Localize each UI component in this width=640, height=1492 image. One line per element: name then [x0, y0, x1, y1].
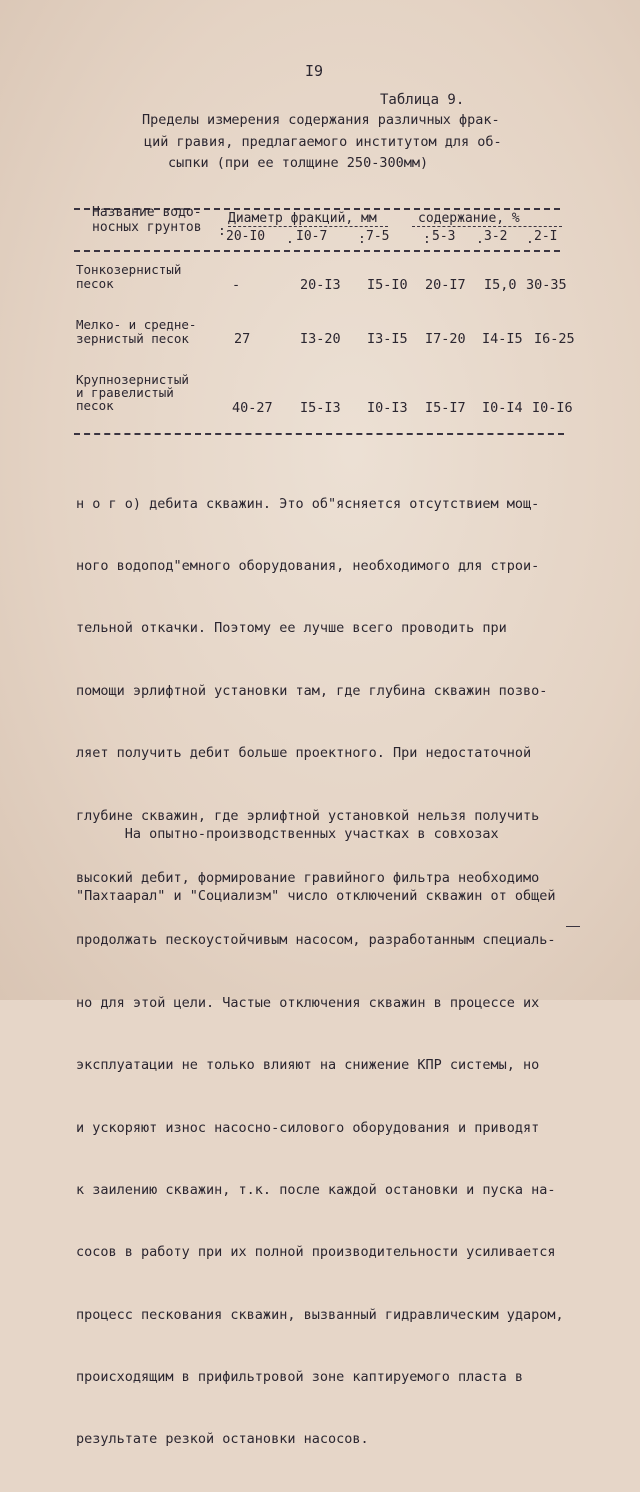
text-line: но для этой цели. Частые отключения скважин в процессе их	[76, 994, 540, 1011]
header-separator: :	[218, 224, 226, 239]
header-subcol: I0-7	[296, 229, 328, 244]
text-line: помощи эрлифтной установки там, где глубина скважин позво-	[76, 682, 548, 699]
table-cell: I3-I5	[367, 331, 408, 347]
header-separator: :	[358, 232, 366, 247]
page-number: I9	[305, 62, 324, 80]
table-label: Таблица 9.	[380, 92, 465, 108]
table-title-line: ций гравия, предлагаемого институтом для об-	[144, 134, 502, 150]
table-header-rule	[74, 250, 560, 252]
row-label: Мелко- и средне-	[76, 317, 197, 332]
body-paragraph	[76, 452, 564, 1492]
table-cell: I7-20	[425, 331, 466, 347]
text-line: ляет получить дебит больше проектного. При недостаточной	[76, 745, 532, 762]
text-line: "Пахтаарал" и "Социализм" число отключений скважин от общей	[76, 887, 556, 904]
header-separator: :	[423, 232, 431, 247]
content-group-rule	[412, 226, 562, 227]
table-cell: I5,0	[484, 277, 517, 293]
text-line: процесс пескования скважин, вызванный гидравлическим ударом,	[76, 1306, 564, 1323]
row-label: песок	[76, 276, 114, 291]
table-cell: 20-I7	[425, 277, 466, 293]
header-separator: .	[286, 232, 294, 247]
table-cell: 27	[234, 331, 251, 347]
body-paragraph	[76, 782, 556, 948]
text-line: эксплуатации не только влияют на снижение КПР системы, но	[76, 1057, 540, 1074]
row-label: Тонкозернистый	[76, 262, 182, 277]
row-label: и гравелистый	[76, 385, 174, 400]
text-line: н о г о) дебита скважин. Это об"ясняется отсутствием мощ-	[76, 495, 540, 512]
table-title-line: сыпки (при ее толщине 250-300мм)	[168, 155, 429, 171]
header-diam-group: Диаметр фракций, мм	[228, 211, 377, 226]
row-label: зернистый песок	[76, 331, 189, 346]
table-cell: I3-20	[300, 331, 341, 347]
diam-group-rule	[228, 226, 388, 227]
table-cell: 30-35	[526, 277, 567, 293]
table-cell: 20-I3	[300, 277, 341, 293]
text-line: результате резкой остановки насосов.	[76, 1431, 369, 1448]
row-label: Крупнозернистый	[76, 372, 189, 387]
header-subcol: 2-I	[534, 229, 558, 244]
header-content-group: содержание, %	[418, 211, 520, 226]
text-line: происходящим в прифильтровой зоне каптируемого пласта в	[76, 1369, 524, 1386]
text-line: к заилению скважин, т.к. после каждой остановки и пуска на-	[76, 1181, 556, 1198]
table-cell: I5-I7	[425, 400, 466, 416]
page-mark	[566, 926, 580, 927]
text-line: продолжать пескоустойчивым насосом, разработанным специаль-	[76, 932, 556, 949]
table-cell: 40-27	[232, 400, 273, 416]
header-separator: .	[476, 232, 484, 247]
header-subcol: 5-3	[432, 229, 456, 244]
text-line: и ускоряют износ насосно-силового оборудования и приводят	[76, 1119, 540, 1136]
row-label: песок	[76, 398, 114, 413]
text-line: сосов в работу при их полной производительности усиливается	[76, 1244, 556, 1261]
table-cell: I0-I3	[367, 400, 408, 416]
table-cell: -	[232, 277, 241, 293]
text-line: ного водопод"емного оборудования, необходимого для строи-	[76, 557, 540, 574]
header-subcol: 20-I0	[226, 229, 266, 244]
header-separator: .	[526, 232, 534, 247]
table-cell: I5-I0	[367, 277, 408, 293]
header-name-col: Название водо-	[92, 205, 202, 220]
table-cell: I0-I6	[532, 400, 573, 416]
table-cell: I5-I3	[300, 400, 341, 416]
text-line: тельной откачки. Поэтому ее лучше всего проводить при	[76, 620, 507, 637]
text-line: высокий дебит, формирование гравийного фильтра необходимо	[76, 869, 540, 886]
table-cell: I4-I5	[482, 331, 523, 347]
table-cell: I0-I4	[482, 400, 523, 416]
table-title-line: Пределы измерения содержания различных фрак-	[142, 112, 500, 128]
header-subcol: 3-2	[484, 229, 508, 244]
table-cell: I6-25	[534, 331, 575, 347]
header-subcol: 7-5	[366, 229, 390, 244]
table-bottom-rule	[74, 433, 564, 435]
header-name-col: носных грунтов	[92, 220, 202, 235]
text-line: На опытно-производственных участках в совхозах	[76, 825, 499, 842]
text-line: глубине скважин, где эрлифтной установкой нельзя получить	[76, 807, 540, 824]
